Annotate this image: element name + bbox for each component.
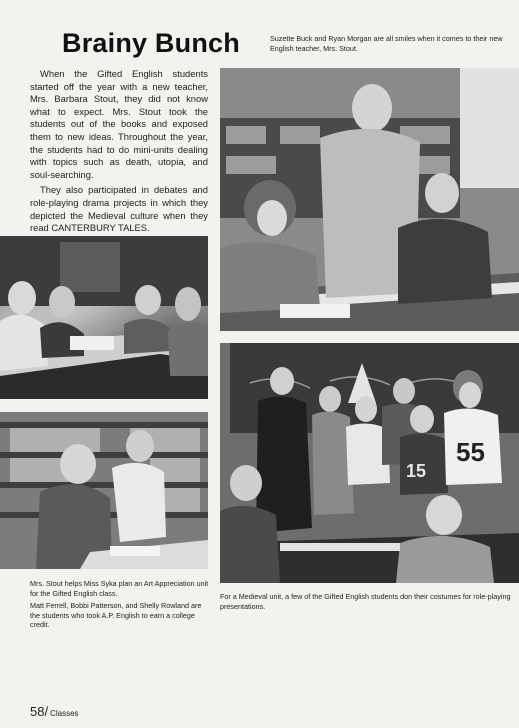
photo-caption-left-1: Mrs. Stout helps Miss Syka plan an Art Appreciation unit for the Gifted English class. bbox=[30, 579, 209, 598]
jersey-number-15: 15 bbox=[406, 461, 427, 481]
page-number: 58/ bbox=[30, 704, 49, 719]
page-folio bbox=[30, 704, 79, 719]
photo-students-at-table bbox=[0, 236, 208, 399]
photo-caption-right: For a Medieval unit, a few of the Gifted English students don their costumes for role-playing presentations. bbox=[220, 592, 511, 611]
jersey-number-55: 55 bbox=[456, 437, 485, 467]
photo-teacher-with-two-students bbox=[220, 68, 519, 331]
photo-teacher-helps-student bbox=[0, 412, 208, 569]
photo-caption-top: Suzette Buck and Ryan Morgan are all smiles when it comes to their new English teacher, Mrs. Stout. bbox=[270, 34, 503, 53]
intro-paragraph: They also participated in debates and role-playing drama projects in which they depicted the Medieval culture when they read CANTERBURY TALES. bbox=[30, 184, 208, 234]
page-title: Brainy Bunch bbox=[62, 28, 240, 58]
intro-paragraph: When the Gifted English students started off the year with a new teacher, Mrs. Barbara Stout, they did not know what to expect. Mrs. Stout took the students out of the books and exposed them to new ideas. Throughout the year, the students had to do mini-units dealing with topics such as death, utopia, and soul-searching. bbox=[30, 68, 208, 180]
intro-text bbox=[30, 68, 208, 238]
photo-medieval-costumes bbox=[220, 343, 519, 583]
photo-caption-left-2: Matt Ferrell, Bobbi Patterson, and Shelly Rowland are the students who took A.P. English to earn a college credit. bbox=[30, 601, 202, 630]
section-name: Classes bbox=[50, 709, 79, 718]
